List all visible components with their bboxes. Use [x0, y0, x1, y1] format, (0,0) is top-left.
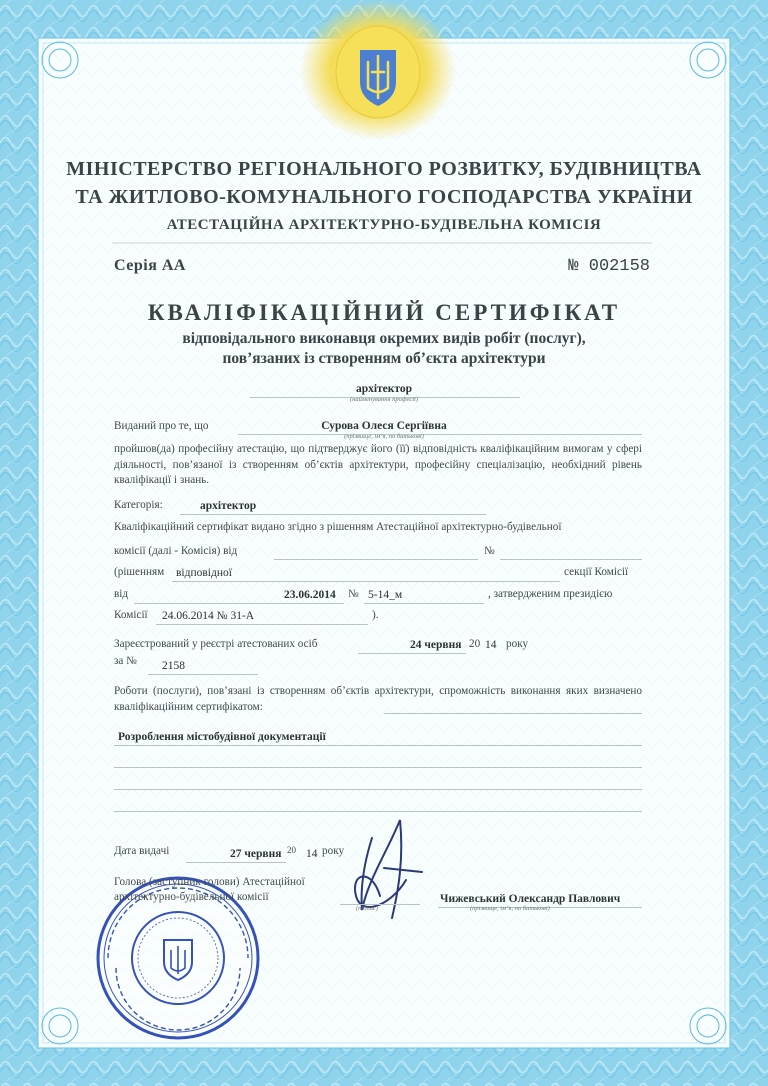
chairman-label-2: архітектурно-будівельної комісії	[114, 891, 269, 903]
registry-number: 2158	[162, 660, 185, 672]
profession-caption: (найменування професії)	[350, 396, 418, 403]
chairman-label-1: Голова (заступник голови) Атестаційної	[114, 876, 305, 888]
decision-number-label: №	[484, 545, 495, 557]
section-decision-number: 5-14_м	[368, 589, 403, 601]
certificate-number: № 002158	[568, 257, 650, 276]
approval-suffix: , затвердженим президією	[488, 588, 613, 600]
issue-date-year-prefix: 20	[287, 845, 296, 855]
section-decision-number-line	[364, 603, 484, 604]
certificate-title: КВАЛІФІКАЦІЙНИЙ СЕРТИФІКАТ	[147, 300, 621, 325]
works-line-2	[114, 767, 642, 768]
issue-date-year-suffix: року	[322, 845, 345, 857]
works-line-0	[384, 713, 642, 714]
works-item: Розроблення містобудівної документації	[118, 731, 326, 743]
section-line	[172, 581, 560, 582]
category-line	[180, 514, 486, 515]
section-decision-number-label: №	[348, 588, 359, 600]
certificate-subtitle-2: пов’язаних із створенням об’єкта архітектури	[222, 350, 546, 367]
decision-date-line	[274, 559, 478, 560]
profession-value: архітектор	[355, 383, 413, 395]
holder-name: Сурова Олеся Сергіївна	[321, 420, 447, 432]
chairman-name-caption: (прізвище, ім’я, по батькові)	[470, 905, 550, 912]
works-paragraph: Роботи (послуги), пов’язані із створенням об’єктів архітектури, спроможність виконання яких визначено кваліфікаційним сертифікатом:	[114, 685, 642, 713]
issue-date-label: Дата видачі	[114, 845, 170, 857]
works-line-4	[114, 811, 642, 812]
series-label: Серія АА	[114, 257, 186, 274]
works-line-3	[114, 789, 642, 790]
holder-name-caption: (прізвище, ім’я, по батькові)	[344, 433, 424, 440]
registry-year-suffix: року	[506, 638, 529, 650]
section-label: (рішенням	[114, 566, 165, 578]
section-decision-date: 23.06.2014	[284, 589, 336, 601]
category-value: архітектор	[200, 500, 257, 512]
registry-year-prefix: 20	[469, 638, 481, 650]
ministry-line-2: ТА ЖИТЛОВО-КОМУНАЛЬНОГО ГОСПОДАРСТВА УКРАЇНИ	[75, 186, 693, 208]
presidium-decision: 24.06.2014 № 31-А	[162, 610, 255, 622]
presidium-suffix: ).	[372, 609, 379, 621]
issue-date-day-month: 27 червня	[230, 848, 282, 860]
commission-name: АТЕСТАЦІЙНА АРХІТЕКТУРНО-БУДІВЕЛЬНА КОМІСІЯ	[166, 217, 602, 233]
decision-line-1: Кваліфікаційний сертифікат видано згідно з рішенням Атестаційної архітектурно-будівельної	[114, 521, 562, 533]
registry-date-line	[358, 653, 466, 654]
chairman-name: Чижевський Олександр Павлович	[440, 893, 621, 905]
decision-from-label: від	[114, 588, 129, 600]
issue-date-line	[186, 862, 286, 863]
issue-date-year: 14	[306, 848, 318, 860]
works-line-1	[114, 745, 642, 746]
signature-caption: (підпис)	[356, 905, 379, 912]
decision-line-2: комісії (далі - Комісія) від	[114, 545, 238, 557]
section-value: відповідної	[176, 567, 232, 579]
registry-year: 14	[485, 639, 497, 651]
section-decision-date-line	[134, 603, 344, 604]
issued-label: Виданий про те, що	[114, 420, 209, 432]
presidium-label: Комісії	[114, 609, 148, 621]
presidium-line	[156, 624, 368, 625]
registry-date: 24 червня	[410, 639, 462, 651]
signature-line	[340, 904, 420, 905]
decision-number-line	[500, 559, 642, 560]
registry-label: Зареєстрований у реєстрі атестованих осіб	[114, 638, 318, 650]
registry-number-line	[148, 674, 258, 675]
certificate-subtitle-1: відповідального виконавця окремих видів робіт (послуг),	[182, 330, 586, 347]
category-label: Категорія:	[114, 499, 163, 511]
emblem-icon	[300, 0, 456, 140]
registry-number-label: за №	[114, 655, 137, 667]
attestation-paragraph: пройшов(да) професійну атестацію, що підтверджує його (її) відповідність кваліфікаційним вимогам у сфері діяльності, пов’язаної із створенням об’єктів архітектури, професійну спеціалізацію, необхідний рівень кваліфікації і знань.	[114, 443, 642, 486]
section-suffix: секції Комісії	[564, 566, 629, 578]
ministry-line-1: МІНІСТЕРСТВО РЕГІОНАЛЬНОГО РОЗВИТКУ, БУДІВНИЦТВА	[66, 158, 702, 180]
